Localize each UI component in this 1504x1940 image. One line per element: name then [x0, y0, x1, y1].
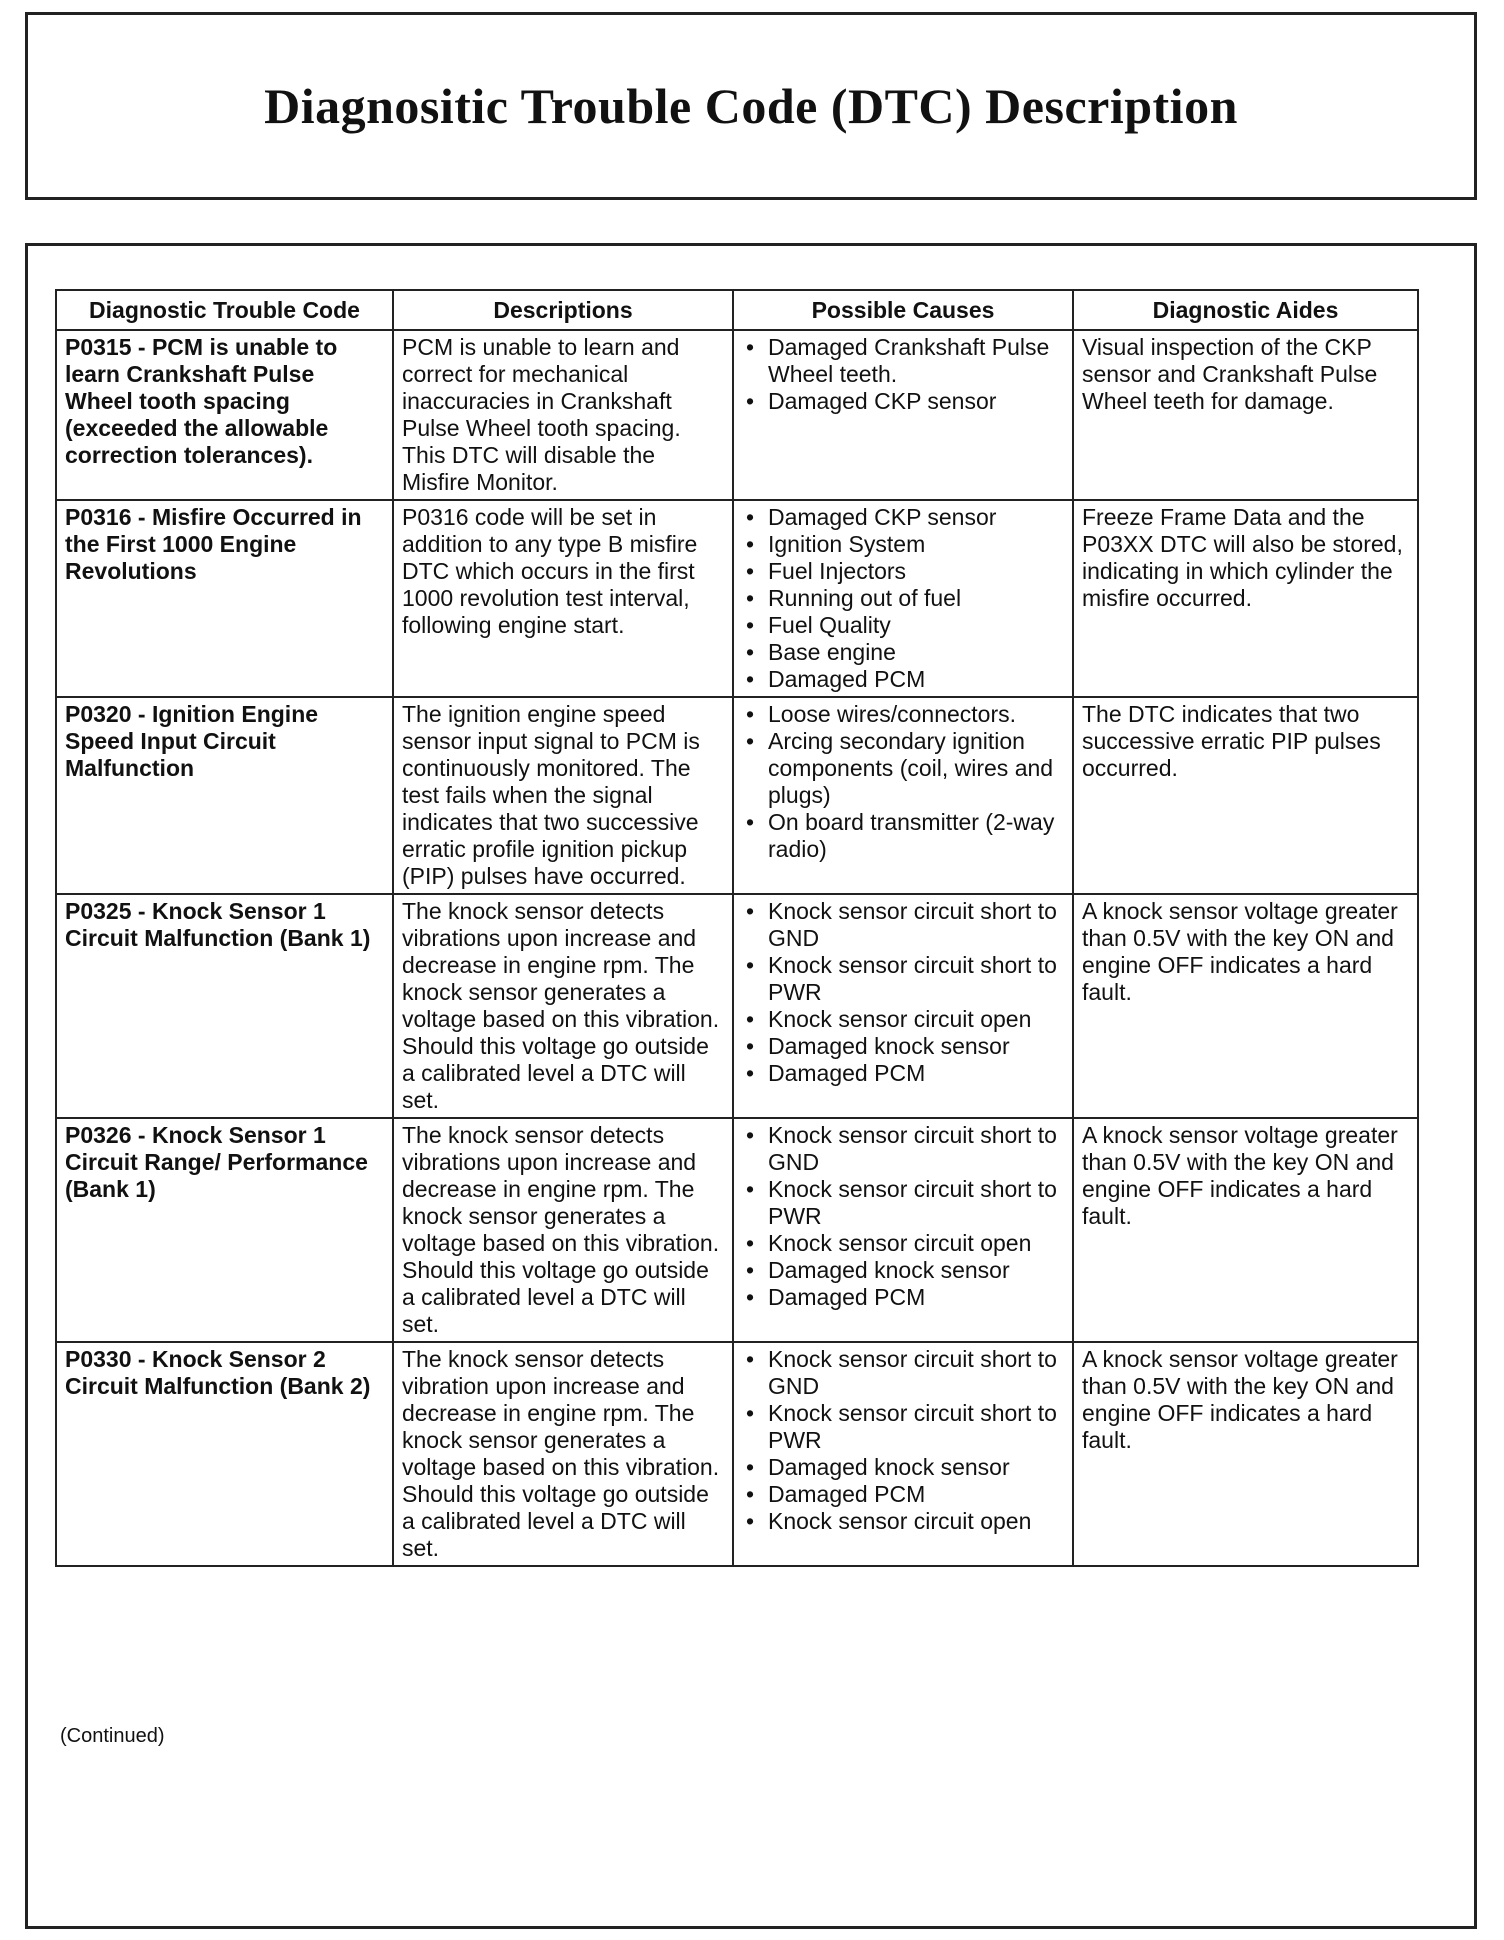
cause-item: • Knock sensor circuit short to GND	[742, 1122, 1064, 1176]
possible-causes-cell	[733, 697, 1073, 894]
cause-item: • Knock sensor circuit short to PWR	[742, 1400, 1064, 1454]
diagnostic-aides-cell: Visual inspection of the CKP sensor and Crankshaft Pulse Wheel teeth for damage.	[1073, 330, 1418, 500]
dtc-code-cell: P0330 - Knock Sensor 2 Circuit Malfunction (Bank 2)	[56, 1342, 393, 1566]
dtc-table	[55, 289, 1419, 1567]
cause-item: • Damaged knock sensor	[742, 1033, 1064, 1060]
causes-list	[742, 334, 1064, 415]
causes-list	[742, 701, 1064, 863]
dtc-code-cell: P0316 - Misfire Occurred in the First 1000 Engine Revolutions	[56, 500, 393, 697]
cause-item: • Damaged Crankshaft Pulse Wheel teeth.	[742, 334, 1064, 388]
cause-item: • Knock sensor circuit open	[742, 1508, 1064, 1535]
description-cell: The knock sensor detects vibration upon increase and decrease in engine rpm. The knock sensor generates a voltage based on this vibration. Should this voltage go outside a calibrated level a DTC will set.	[393, 1342, 733, 1566]
continued-note: (Continued)	[60, 1725, 165, 1747]
cause-item: • Knock sensor circuit open	[742, 1006, 1064, 1033]
cause-item: • Damaged PCM	[742, 1284, 1064, 1311]
cause-item: • Loose wires/connectors.	[742, 701, 1064, 728]
cause-item: • Knock sensor circuit short to PWR	[742, 952, 1064, 1006]
column-header-diagnostic-aides: Diagnostic Aides	[1073, 290, 1418, 330]
description-cell: P0316 code will be set in addition to any type B misfire DTC which occurs in the first 1000 revolution test interval, following engine start.	[393, 500, 733, 697]
cause-item: • Damaged PCM	[742, 1481, 1064, 1508]
cause-item: • Damaged CKP sensor	[742, 388, 1064, 415]
cause-item: • Damaged PCM	[742, 1060, 1064, 1087]
diagnostic-aides-cell: Freeze Frame Data and the P03XX DTC will also be stored, indicating in which cylinder the misfire occurred.	[1073, 500, 1418, 697]
column-header-descriptions: Descriptions	[393, 290, 733, 330]
table-row	[56, 1342, 1418, 1566]
column-header-possible-causes: Possible Causes	[733, 290, 1073, 330]
table-body	[56, 330, 1418, 1566]
cause-item: • Base engine	[742, 639, 1064, 666]
description-cell: The knock sensor detects vibrations upon increase and decrease in engine rpm. The knock sensor generates a voltage based on this vibration. Should this voltage go outside a calibrated level a DTC will set.	[393, 1118, 733, 1342]
causes-list	[742, 504, 1064, 693]
cause-item: • Fuel Injectors	[742, 558, 1064, 585]
cause-item: • Knock sensor circuit open	[742, 1230, 1064, 1257]
diagnostic-aides-cell: A knock sensor voltage greater than 0.5V with the key ON and engine OFF indicates a hard fault.	[1073, 1118, 1418, 1342]
table-row	[56, 697, 1418, 894]
page-title: Diagnositic Trouble Code (DTC) Description	[264, 78, 1238, 134]
diagnostic-aides-cell: A knock sensor voltage greater than 0.5V with the key ON and engine OFF indicates a hard fault.	[1073, 1342, 1418, 1566]
cause-item: • Damaged PCM	[742, 666, 1064, 693]
cause-item: • Knock sensor circuit short to GND	[742, 898, 1064, 952]
dtc-code-cell: P0315 - PCM is unable to learn Crankshaft Pulse Wheel tooth spacing (exceeded the allowable correction tolerances).	[56, 330, 393, 500]
description-cell: The knock sensor detects vibrations upon increase and decrease in engine rpm. The knock sensor generates a voltage based on this vibration. Should this voltage go outside a calibrated level a DTC will set.	[393, 894, 733, 1118]
possible-causes-cell	[733, 1118, 1073, 1342]
cause-item: • Damaged CKP sensor	[742, 504, 1064, 531]
causes-list	[742, 1122, 1064, 1311]
table-row	[56, 500, 1418, 697]
cause-item: • Fuel Quality	[742, 612, 1064, 639]
possible-causes-cell	[733, 330, 1073, 500]
table-row	[56, 330, 1418, 500]
table-row	[56, 894, 1418, 1118]
dtc-code-cell: P0325 - Knock Sensor 1 Circuit Malfunction (Bank 1)	[56, 894, 393, 1118]
cause-item: • Ignition System	[742, 531, 1064, 558]
dtc-code-cell: P0326 - Knock Sensor 1 Circuit Range/ Performance (Bank 1)	[56, 1118, 393, 1342]
cause-item: • Damaged knock sensor	[742, 1454, 1064, 1481]
cause-item: • Damaged knock sensor	[742, 1257, 1064, 1284]
description-cell: PCM is unable to learn and correct for mechanical inaccuracies in Crankshaft Pulse Wheel tooth spacing. This DTC will disable the Misfire Monitor.	[393, 330, 733, 500]
diagnostic-aides-cell: A knock sensor voltage greater than 0.5V with the key ON and engine OFF indicates a hard fault.	[1073, 894, 1418, 1118]
cause-item: • Knock sensor circuit short to PWR	[742, 1176, 1064, 1230]
possible-causes-cell	[733, 894, 1073, 1118]
cause-item: • On board transmitter (2-way radio)	[742, 809, 1064, 863]
dtc-code-cell: P0320 - Ignition Engine Speed Input Circuit Malfunction	[56, 697, 393, 894]
possible-causes-cell	[733, 1342, 1073, 1566]
title-box	[25, 12, 1477, 200]
cause-item: • Arcing secondary ignition components (coil, wires and plugs)	[742, 728, 1064, 809]
column-header-code: Diagnostic Trouble Code	[56, 290, 393, 330]
causes-list	[742, 1346, 1064, 1535]
possible-causes-cell	[733, 500, 1073, 697]
table-row	[56, 1118, 1418, 1342]
table-header-row	[56, 290, 1418, 330]
cause-item: • Knock sensor circuit short to GND	[742, 1346, 1064, 1400]
cause-item: • Running out of fuel	[742, 585, 1064, 612]
causes-list	[742, 898, 1064, 1087]
diagnostic-aides-cell: The DTC indicates that two successive erratic PIP pulses occurred.	[1073, 697, 1418, 894]
description-cell: The ignition engine speed sensor input signal to PCM is continuously monitored. The test fails when the signal indicates that two successive erratic profile ignition pickup (PIP) pulses have occurred.	[393, 697, 733, 894]
